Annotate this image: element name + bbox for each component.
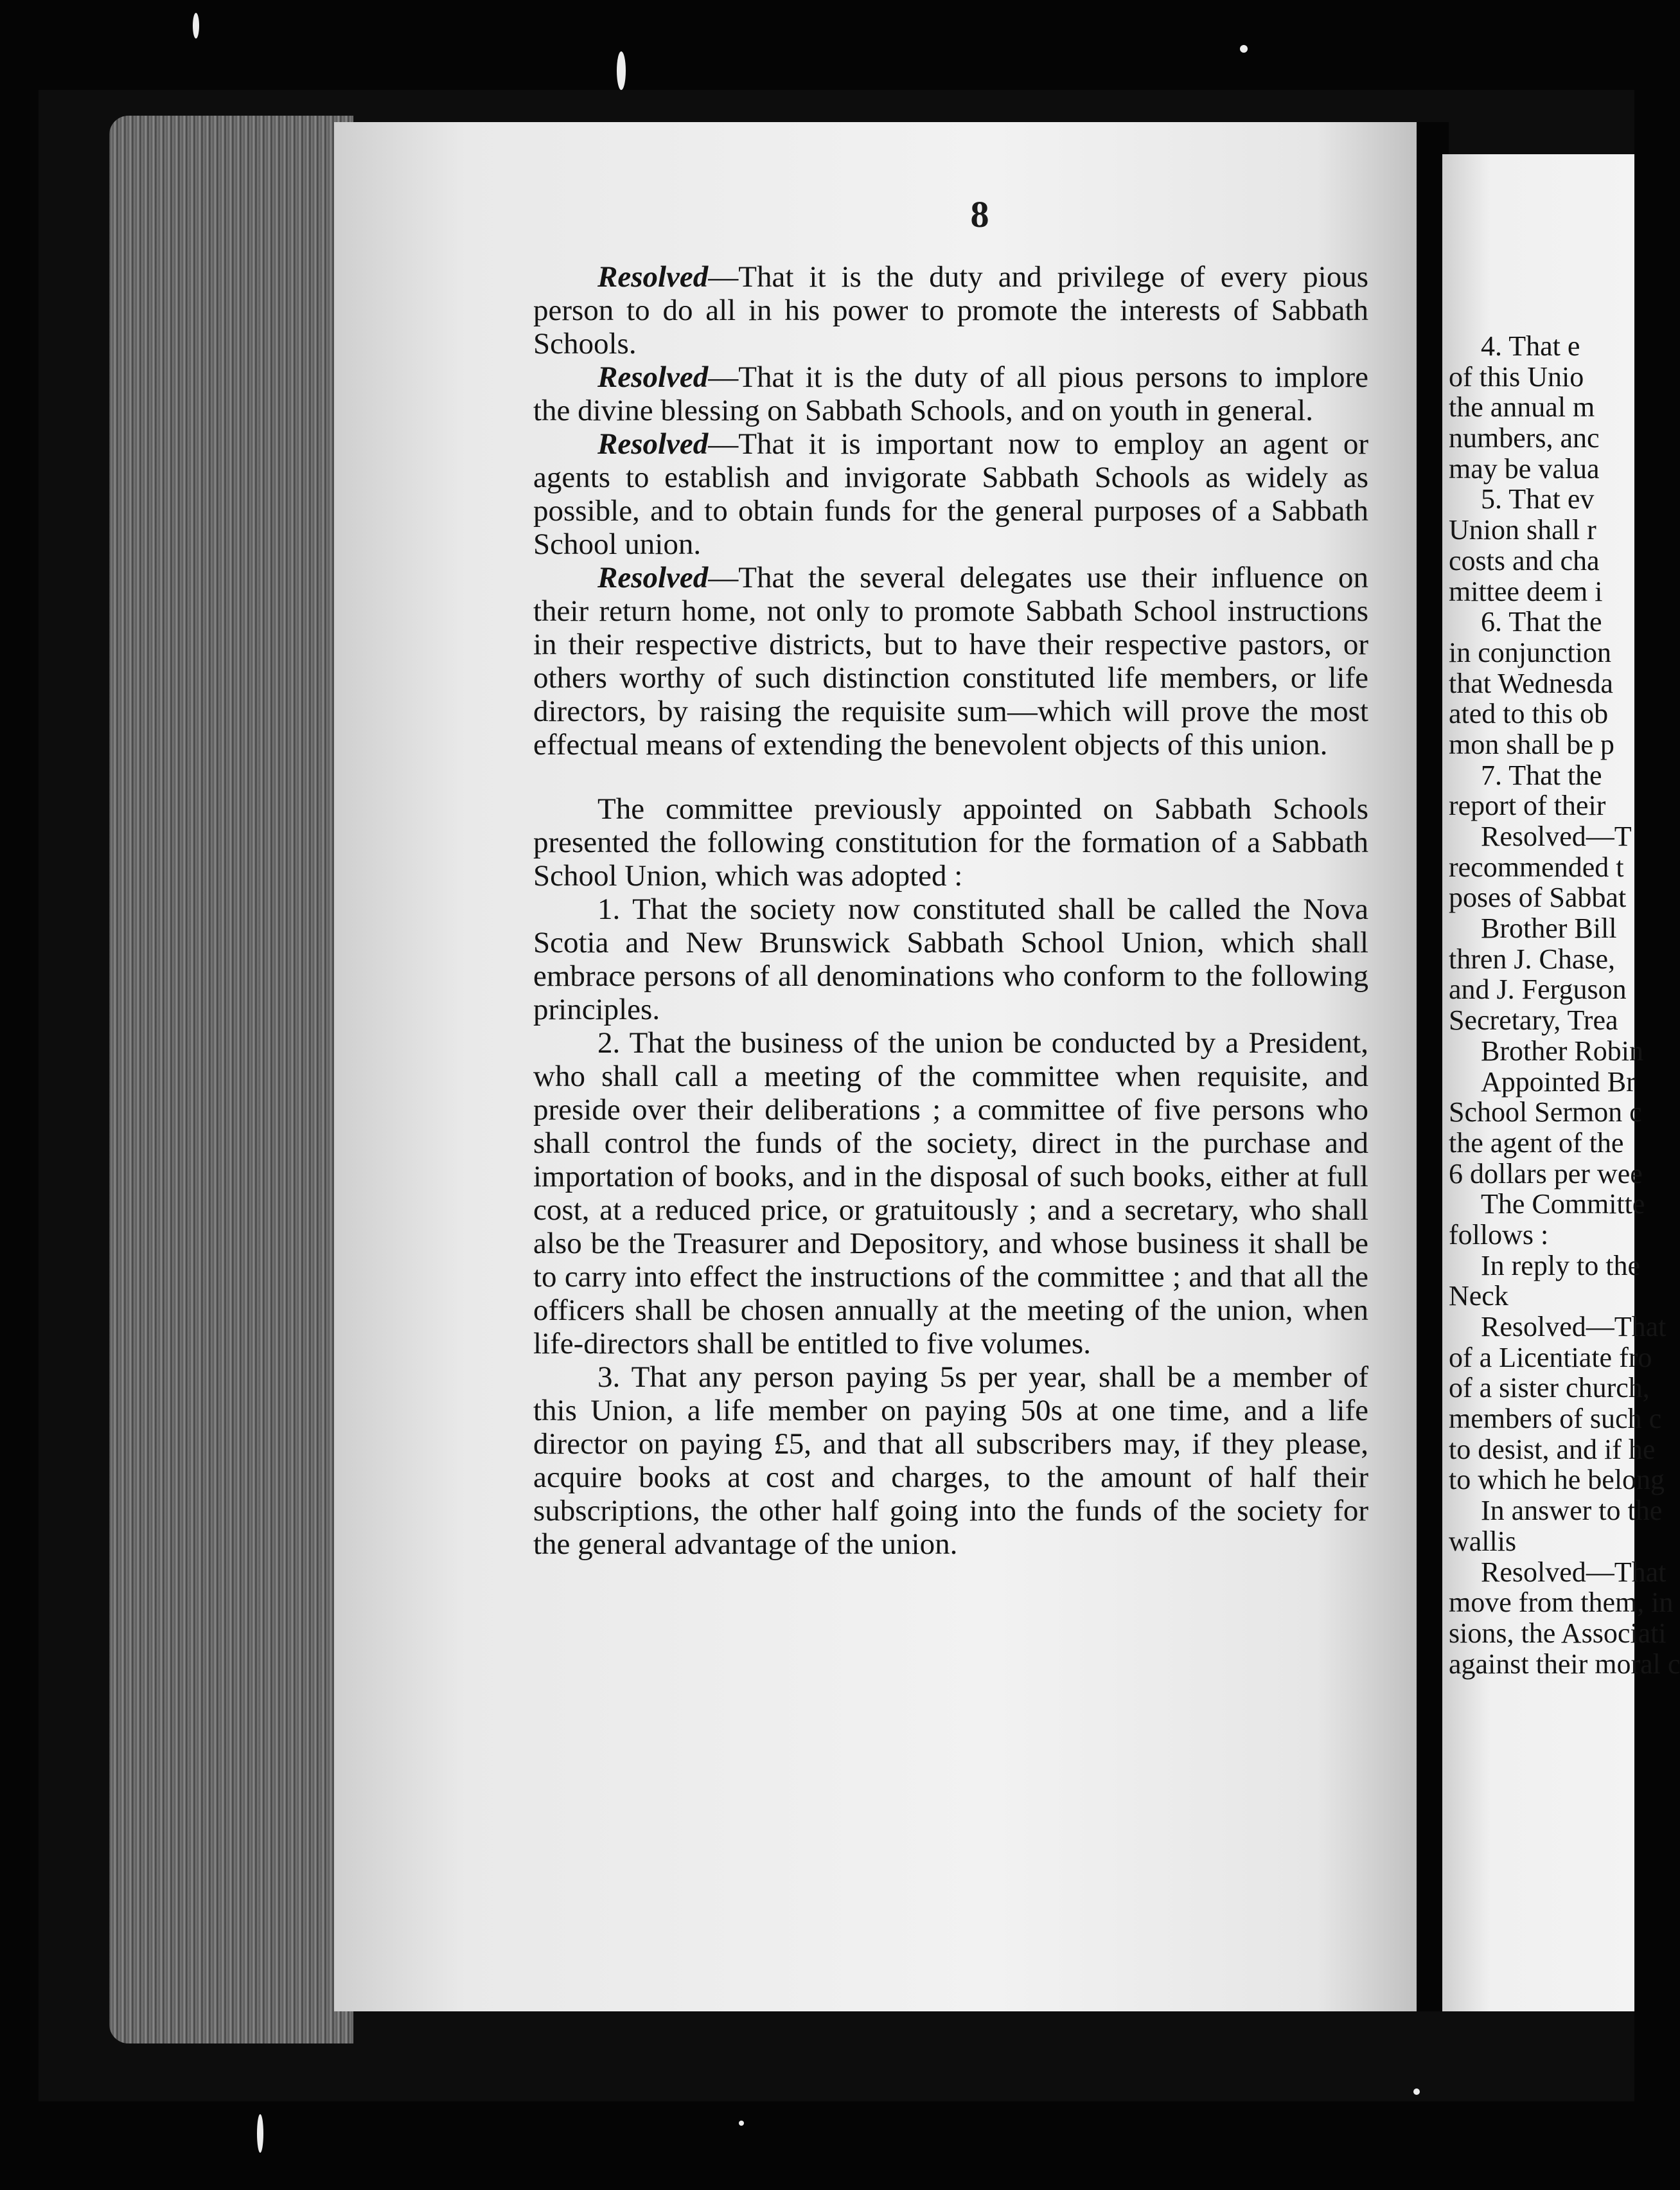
right-page-line: of this Unio: [1449, 361, 1584, 393]
right-page-line: 5. That ev: [1481, 483, 1595, 515]
right-page-line: Resolved—That: [1481, 1311, 1667, 1342]
right-page-line: 4. That e: [1481, 330, 1580, 362]
left-page-text: [533, 260, 1368, 1561]
resolution-paragraph: Resolved—That it is the duty and privilege of every pious person to do all in his power to promote the interests of Sabbath Schools.: [533, 260, 1368, 361]
constitution-article: 2. That the business of the union be conducted by a President, who shall call a meeting of the committee when requisite, and preside over their deliberations ; a committee of five persons who shall control the funds of the society, direct in the purchase and importation of books, and in the disposal of such books, either at full cost, at a reduced price, or gratuitously ; and a secretary, who shall also be the Treasurer and Depository, and whose business it shall be to carry into effect the instructions of the committee ; and that all the officers shall be chosen annually at the meeting of the union, when life-directors shall be entitled to five volumes.: [533, 1026, 1368, 1360]
right-page-line: thren J. Chase,: [1449, 943, 1616, 975]
right-page-line: the annual m: [1449, 391, 1595, 423]
right-page-line: 7. That the: [1481, 759, 1602, 791]
right-page-line: in conjunction: [1449, 636, 1611, 668]
right-page-line: to desist, and if he: [1449, 1433, 1656, 1465]
right-page-line: members of such c: [1449, 1403, 1662, 1435]
right-page-line: mon shall be p: [1449, 728, 1614, 760]
right-page-line: Brother Robin: [1481, 1035, 1643, 1067]
resolution-paragraph: Resolved—That the several delegates use their influence on their return home, not only to promote Sabbath School instructions in their respective districts, but to have their respective pastors, or others worthy of such distinction constituted life members, or life directors, by raising the requisite sum—which will prove the most effectual means of extending the benevolent objects of this union.: [533, 561, 1368, 761]
right-page-line: recommended t: [1449, 851, 1624, 883]
right-page-line: costs and cha: [1449, 544, 1600, 576]
right-page-line: mittee deem i: [1449, 575, 1603, 607]
right-page-line: Brother Bill: [1481, 912, 1617, 945]
right-page-line: 6. That the: [1481, 606, 1602, 638]
right-page-line: ated to this ob: [1449, 698, 1609, 730]
page-number: 8: [970, 193, 989, 235]
right-page-line: follows :: [1449, 1218, 1549, 1251]
right-page-line: that Wednesda: [1449, 667, 1613, 699]
right-page-text: [1449, 330, 1680, 1680]
constitution-article: 1. That the society now constituted shall be called the Nova Scotia and New Brunswick Sabbath School Union, which shall embrace persons of all denominations who conform to the following principles.: [533, 893, 1368, 1026]
right-page-line: against their moral c: [1449, 1648, 1680, 1680]
right-page-line: In reply to the: [1481, 1249, 1641, 1281]
right-page-line: the agent of the: [1449, 1126, 1624, 1159]
right-page-line: may be valua: [1449, 452, 1600, 485]
dust-speck: [193, 13, 199, 39]
resolution-paragraph: Resolved—That it is important now to employ an agent or agents to establish and invigorate Sabbath Schools as widely as possible, and to obtain funds for the general purposes of a Sabbath School union.: [533, 427, 1368, 561]
right-page-line: 6 dollars per wee: [1449, 1157, 1643, 1189]
constitution-article: 3. That any person paying 5s per year, shall be a member of this Union, a life member on paying 50s at one time, and a life director on paying £5, and that all subscribers may, if they please, acquire books at cost and charges, to the amount of half their subscriptions, the other half going into the funds of the society for the general advantage of the union.: [533, 1360, 1368, 1561]
right-page-line: Resolved—That: [1481, 1556, 1667, 1588]
right-page-line: Neck: [1449, 1280, 1508, 1312]
right-page-line: In answer to the: [1481, 1495, 1663, 1527]
right-page-line: to which he belong: [1449, 1464, 1665, 1496]
right-page-line: Secretary, Trea: [1449, 1004, 1618, 1037]
dust-speck: [1240, 45, 1248, 53]
page-edges: [109, 116, 353, 2043]
right-page-line: poses of Sabbat: [1449, 882, 1627, 914]
right-page-line: wallis: [1449, 1525, 1517, 1557]
dust-speck: [739, 2121, 744, 2126]
right-page-line: of a sister church,: [1449, 1372, 1650, 1404]
right-page-line: report of their: [1449, 790, 1606, 822]
resolution-paragraph: Resolved—That it is the duty of all pious persons to implore the divine blessing on Sabbath Schools, and on youth in general.: [533, 361, 1368, 427]
right-page-line: and J. Ferguson: [1449, 974, 1627, 1006]
right-page-line: Resolved—T: [1481, 821, 1632, 852]
dust-speck: [1413, 2088, 1420, 2095]
right-page-line: The Committe: [1481, 1188, 1645, 1220]
right-page-line: of a Licentiate fro: [1449, 1341, 1652, 1373]
dust-speck: [617, 51, 626, 90]
dust-speck: [257, 2114, 263, 2153]
right-page-line: School Sermon c: [1449, 1096, 1642, 1128]
constitution-intro: The committee previously appointed on Sabbath Schools presented the following constitution for the formation of a Sabbath School Union, which was adopted :: [533, 792, 1368, 893]
right-page-line: sions, the Associati: [1449, 1617, 1667, 1649]
right-page-line: numbers, anc: [1449, 422, 1600, 454]
right-page-line: Union shall r: [1449, 514, 1596, 546]
right-page-line: move from them, in: [1449, 1587, 1674, 1619]
right-page-line: Appointed Br: [1481, 1065, 1636, 1098]
